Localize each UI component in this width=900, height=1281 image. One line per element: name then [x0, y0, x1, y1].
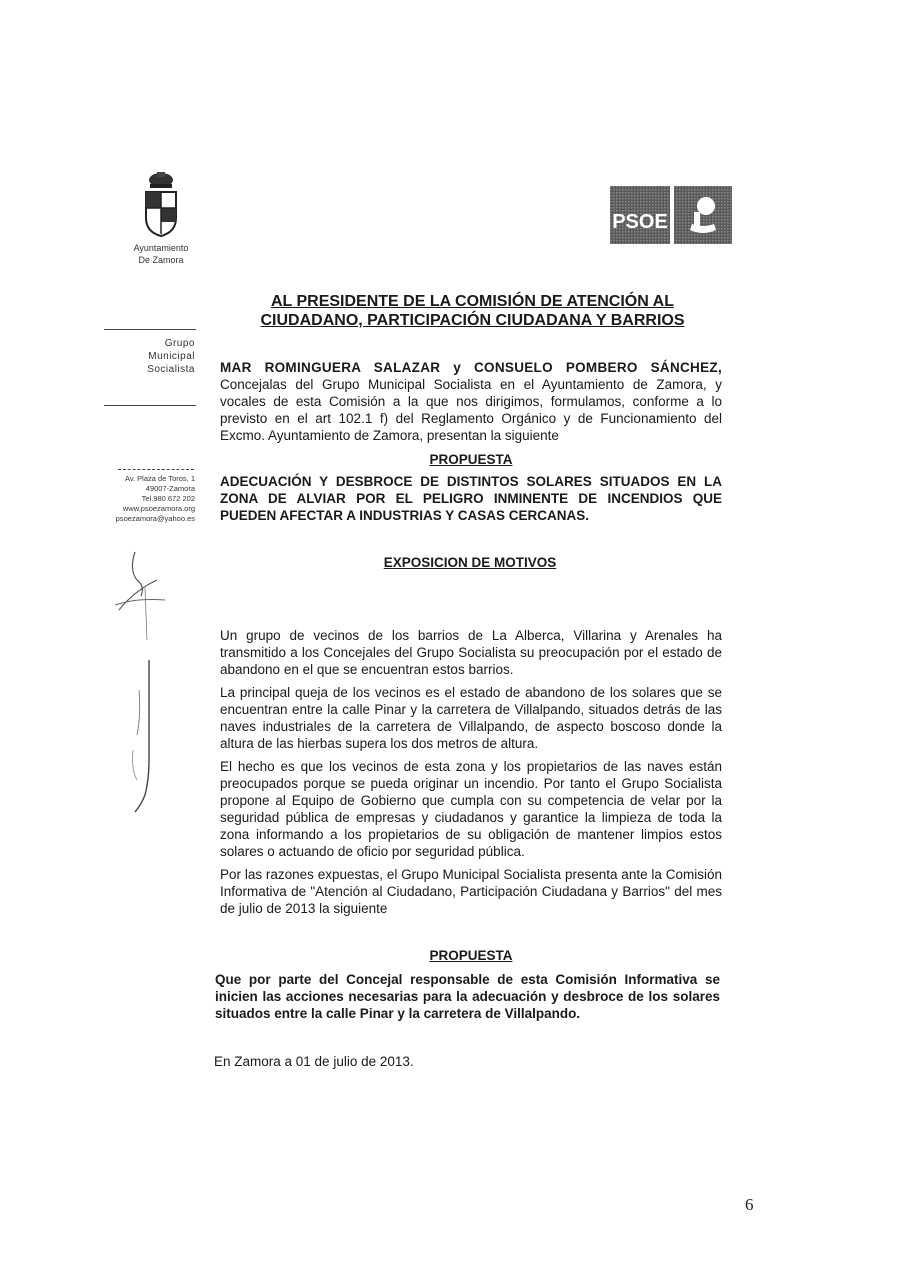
address-block [95, 474, 195, 524]
ayuntamiento-line-2: De Zamora [138, 255, 184, 265]
grupo-line-3: Socialista [147, 364, 195, 375]
intro-names: MAR ROMINGUERA SALAZAR y CONSUELO POMBERO SÁNCHEZ, [220, 360, 722, 375]
propuesta-title: ADECUACIÓN Y DESBROCE DE DISTINTOS SOLARES SITUADOS EN LA ZONA DE ALVIAR POR EL PELIGRO INMINENTE DE INCENDIOS QUE PUEDEN AFECTAR A INDUSTRIAS Y CASAS CERCANAS. [220, 474, 722, 523]
motivos-paragraph-4: Por las razones expuestas, el Grupo Municipal Socialista presenta ante la Comisión Informativa de "Atención al Ciudadano, Participación Ciudadana y Barrios" del mes de julio de 2013 la siguiente [220, 867, 722, 916]
address-line: Av. Plaza de Toros, 1 [124, 474, 195, 483]
propuesta-body: Que por parte del Concejal responsable de esta Comisión Informativa se inicien las acciones necesarias para la adecuación y desbroce de los solares situados entre la calle Pinar y la carretera de Villalpando. [215, 972, 720, 1021]
intro-paragraph [220, 359, 722, 444]
address-line: psoezamora@yahoo.es [115, 514, 195, 523]
address-line: www.psoezamora.org [122, 504, 195, 513]
divider [104, 405, 196, 406]
intro-text: Concejalas del Grupo Municipal Socialista en el Ayuntamiento de Zamora, y vocales de esta Comisión a la que nos dirigimos, formulamos, conforme a lo previsto en el art 102.1 f) del Reglamento Orgánico y de Funcionamiento del Excmo. Ayuntamiento de Zamora, presentan la siguiente [220, 377, 722, 443]
closing-line: En Zamora a 01 de julio de 2013. [214, 1054, 414, 1069]
handwritten-signature-icon [105, 550, 195, 840]
propuesta-heading-2: PROPUESTA [429, 948, 513, 963]
address-line: Tel.980 672 202 [141, 494, 195, 503]
grupo-line-2: Municipal [148, 351, 195, 362]
propuesta-heading: PROPUESTA [429, 452, 513, 467]
coat-of-arms-icon [140, 170, 182, 240]
title-line-1: AL PRESIDENTE DE LA COMISIÓN DE ATENCIÓN AL [271, 293, 674, 310]
address-line: 49007-Zamora [145, 484, 195, 493]
motivos-paragraph-2: La principal queja de los vecinos es el estado de abandono de los solares que se encuentran entre la calle Pinar y la carretera de Villalpando, situados detrás de las naves industriales de la carretera de Villalpando, de aspecto boscoso donde la altura de las hierbas supera los dos metros de altura. [220, 685, 722, 751]
exposicion-heading: EXPOSICION DE MOTIVOS [383, 555, 557, 570]
document-title [215, 292, 730, 330]
grupo-municipal-label [100, 337, 195, 376]
divider [104, 329, 196, 330]
ayuntamiento-line-1: Ayuntamiento [133, 243, 189, 253]
page-number: 6 [745, 1195, 754, 1214]
ayuntamiento-label [120, 242, 202, 266]
grupo-line-1: Grupo [164, 338, 195, 349]
title-line-2: CIUDADANO, PARTICIPACIÓN CIUDADANA Y BARRIOS [260, 312, 685, 329]
psoe-logo-text: PSOE [612, 211, 668, 233]
psoe-logo-icon [610, 186, 732, 244]
motivos-paragraph-1: Un grupo de vecinos de los barrios de La Alberca, Villarina y Arenales ha transmitido a los Concejales del Grupo Socialista su preocupación por el estado de abandono en el que se encuentran estos barrios. [220, 628, 722, 677]
divider [118, 469, 194, 470]
motivos-paragraph-3: El hecho es que los vecinos de esta zona y los propietarios de las naves están preocupados porque se pueda originar un incendio. Por tanto el Grupo Socialista propone al Equipo de Gobierno que cumpla con su competencia de velar por la seguridad pública de empresas y ciudadanos y garantice la limpieza de toda la zona informando a los propietarios de su obligación de mantener limpios estos solares o actuando de oficio por seguridad pública. [220, 759, 722, 859]
